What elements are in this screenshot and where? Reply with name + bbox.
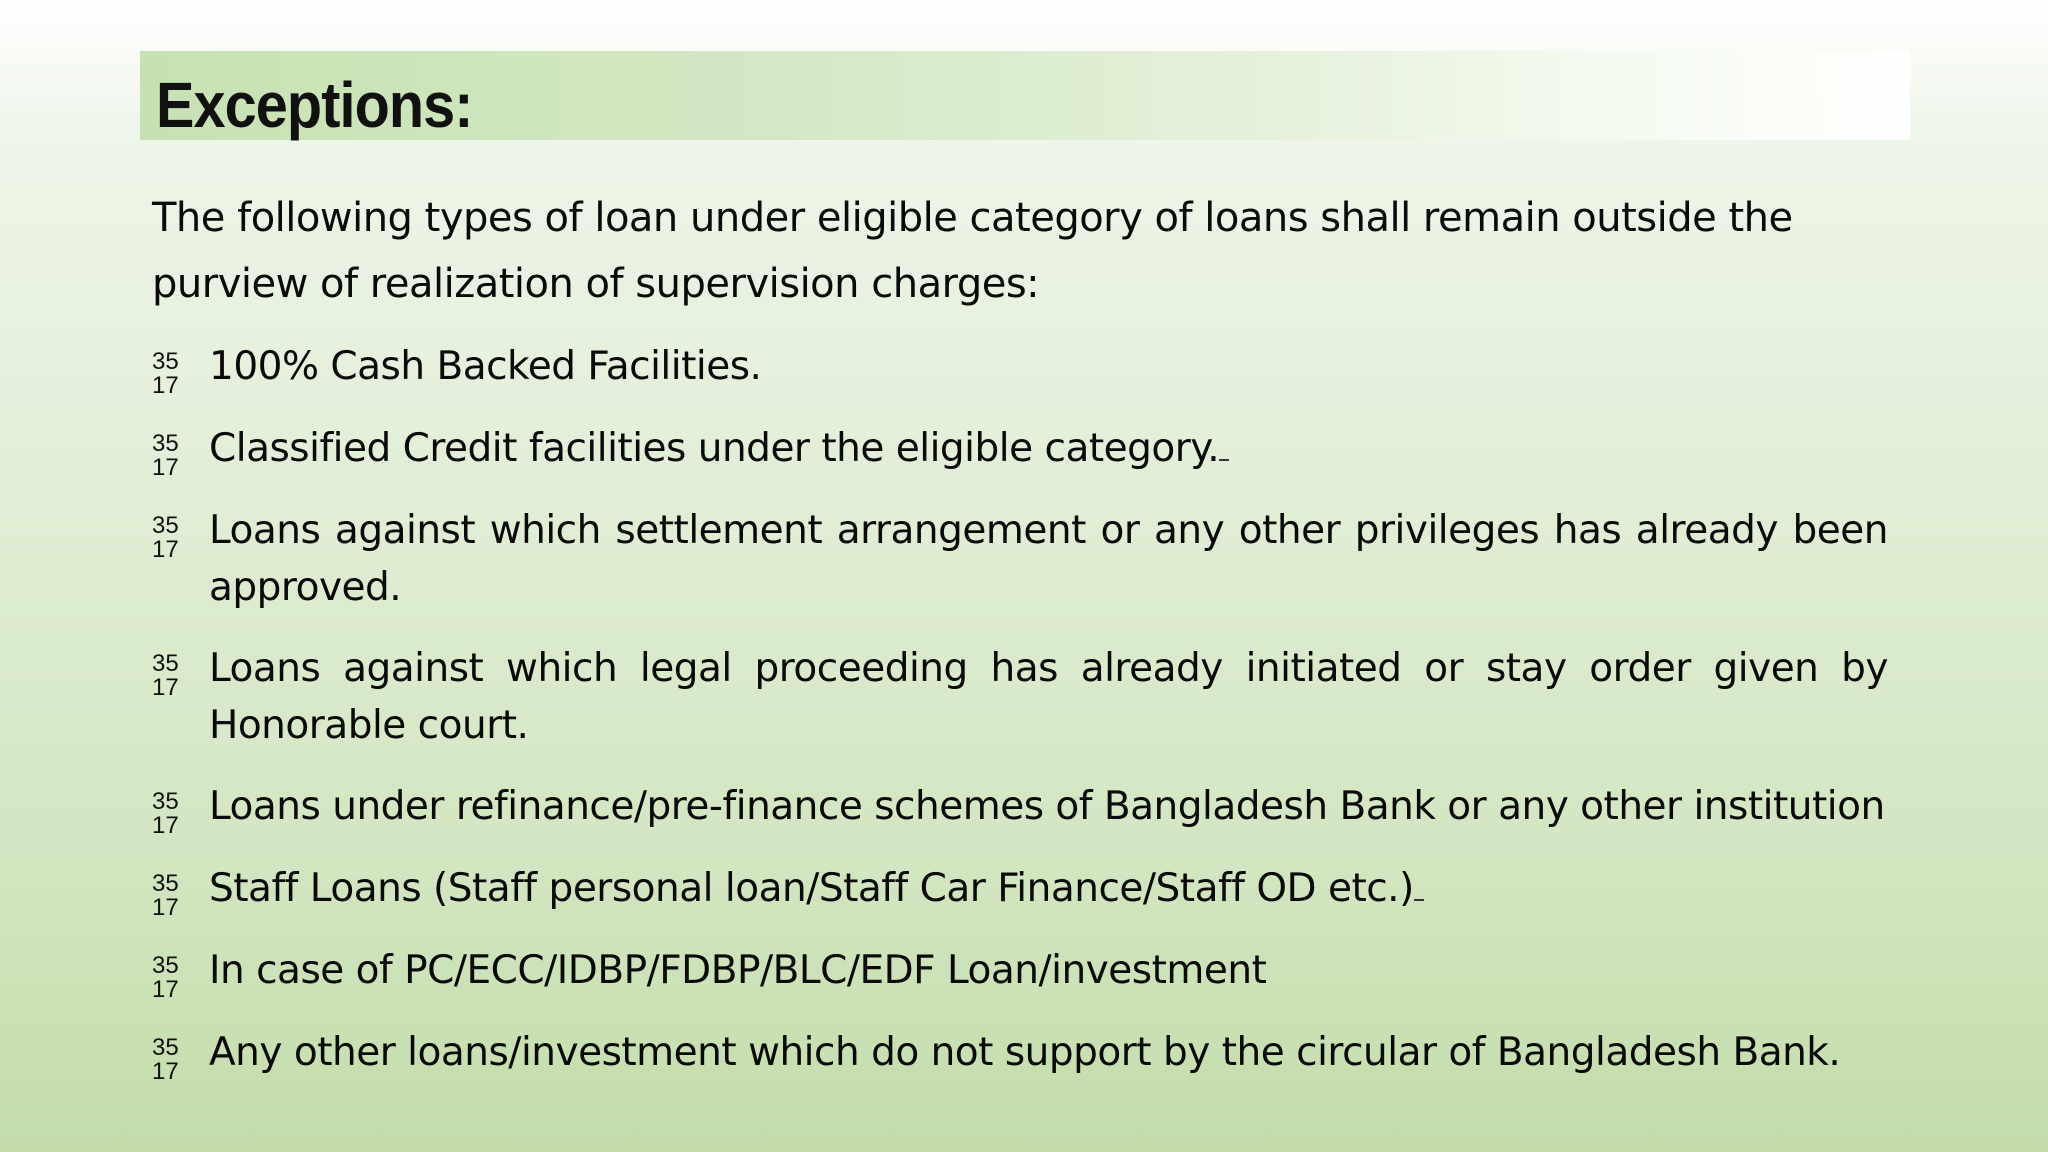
bullet-bottom: 17 bbox=[152, 976, 179, 1003]
list-item-text: Loans against which settlement arrangement or any other privileges has already been approved. bbox=[209, 508, 1888, 610]
list-item bbox=[152, 1030, 1888, 1084]
list-item bbox=[152, 784, 1888, 838]
bullet-top: 35 bbox=[152, 1034, 179, 1061]
bullet-top: 35 bbox=[152, 952, 179, 979]
list-item bbox=[152, 426, 1888, 480]
bullet-bottom: 17 bbox=[152, 894, 179, 921]
bullet-top: 35 bbox=[152, 650, 179, 677]
bullet-bottom: 17 bbox=[152, 674, 179, 701]
bullet-marker bbox=[152, 350, 209, 398]
list-item bbox=[152, 344, 1888, 398]
list-item bbox=[152, 646, 1888, 754]
underline-mark bbox=[1219, 435, 1229, 461]
bullet-marker bbox=[152, 432, 209, 480]
list-item bbox=[152, 948, 1888, 1002]
bullet-top: 35 bbox=[152, 788, 179, 815]
list-item-text: Loans under refinance/pre-finance schemes of Bangladesh Bank or any other institution bbox=[209, 784, 1885, 829]
list-item-text bbox=[209, 860, 1888, 917]
bullet-marker bbox=[152, 790, 209, 838]
bullet-marker bbox=[152, 872, 209, 920]
list-item bbox=[152, 866, 1888, 920]
list-item-text: In case of PC/ECC/IDBP/FDBP/BLC/EDF Loan/investment bbox=[209, 948, 1267, 993]
slide-title: Exceptions: bbox=[156, 69, 473, 141]
list-item bbox=[152, 508, 1888, 616]
bullet-bottom: 17 bbox=[152, 1058, 179, 1085]
bullet-marker bbox=[152, 514, 209, 562]
bullet-top: 35 bbox=[152, 348, 179, 375]
bullet-bottom: 17 bbox=[152, 454, 179, 481]
bullet-top: 35 bbox=[152, 512, 179, 539]
intro-paragraph: The following types of loan under eligible category of loans shall remain outside the purview of realization of supervision charges: bbox=[152, 195, 1793, 307]
list-item-text bbox=[209, 420, 1888, 477]
list-item-text: 100% Cash Backed Facilities. bbox=[209, 344, 762, 389]
bullet-marker bbox=[152, 652, 209, 700]
list-item-text: Loans against which legal proceeding has already initiated or stay order given by Honorable court. bbox=[209, 646, 1888, 748]
list-item-text: Any other loans/investment which do not support by the circular of Bangladesh Bank. bbox=[209, 1030, 1841, 1075]
bullet-bottom: 17 bbox=[152, 372, 179, 399]
bullet-bottom: 17 bbox=[152, 812, 179, 839]
list-item-label: Staff Loans (Staff personal loan/Staff Car Finance/Staff OD etc.) bbox=[209, 866, 1414, 911]
bullet-top: 35 bbox=[152, 430, 179, 457]
bullet-marker bbox=[152, 1036, 209, 1084]
bullet-bottom: 17 bbox=[152, 536, 179, 563]
list-item-label: Classified Credit facilities under the eligible category. bbox=[209, 426, 1220, 471]
bullet-marker bbox=[152, 954, 209, 1002]
bullet-top: 35 bbox=[152, 870, 179, 897]
underline-mark bbox=[1414, 875, 1424, 901]
